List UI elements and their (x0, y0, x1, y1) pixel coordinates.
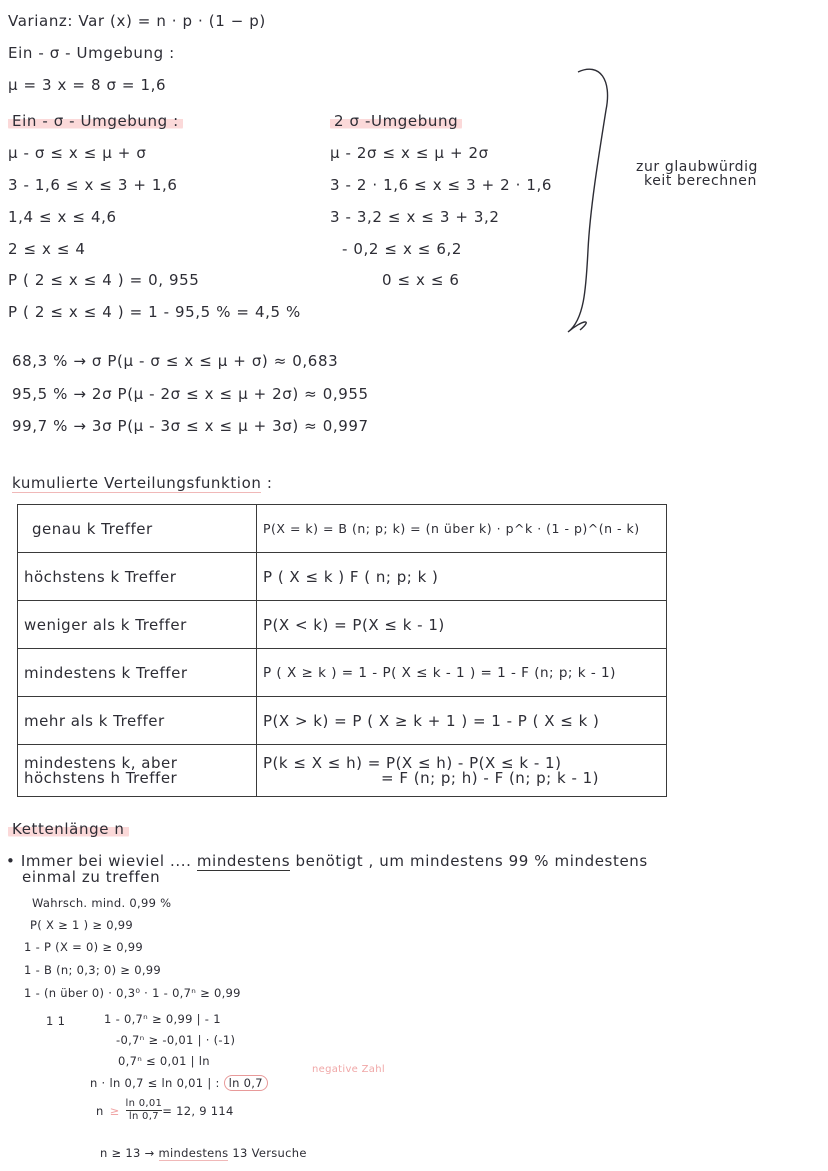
row-formula: P(k ≤ X ≤ h) = P(X ≤ h) - P(X ≤ k - 1) = F (n; p; h) - F (n; p; k - 1) (257, 745, 667, 797)
row-formula: P(X = k) = B (n; p; k) = (n über k) · p^k · (1 - p)^(n - k) (257, 505, 667, 553)
table-row (18, 601, 667, 649)
one-sigma-line-2: 3 - 1,6 ≤ x ≤ 3 + 1,6 (8, 176, 178, 194)
cdf-heading: kumulierte Verteilungsfunktion : (12, 474, 273, 492)
sigma-rule-2: 95,5 % → 2σ P(μ - 2σ ≤ x ≤ μ + 2σ) ≈ 0,955 (12, 385, 369, 403)
step-9: n · ln 0,7 ≤ ln 0,01 | : ln 0,7 (90, 1076, 268, 1090)
one-sigma-heading: Ein - σ - Umgebung : (8, 112, 183, 130)
row-formula: P(X > k) = P ( X ≥ k + 1 ) = 1 - P ( X ≤ k ) (257, 697, 667, 745)
row-label: mindestens k Treffer (18, 649, 257, 697)
two-sigma-line-3: 3 - 3,2 ≤ x ≤ 3 + 3,2 (330, 208, 500, 226)
step-10: n ≥ $\frac{\ln 0,01}{\ln 0,7}$ = 12, 9 114 (96, 1098, 234, 1122)
step-4: 1 - B (n; 0,3; 0) ≥ 0,99 (24, 963, 162, 977)
chain-bullet-line2: einmal zu treffen (22, 868, 161, 886)
given-values: μ = 3 x = 8 σ = 1,6 (8, 76, 167, 94)
table-row (18, 505, 667, 553)
sigma-neighborhood-heading: Ein - σ - Umgebung : (8, 44, 175, 62)
two-sigma-line-4: - 0,2 ≤ x ≤ 6,2 (342, 240, 462, 258)
step-7: -0,7ⁿ ≥ -0,01 | · (-1) (116, 1033, 236, 1047)
final-result: n ≥ 13 → mindestens 13 Versuche (100, 1146, 307, 1160)
one-sigma-probability: P ( 2 ≤ x ≤ 4 ) = 0, 955 (8, 271, 200, 289)
chain-bullet: • Immer bei wieviel .... mindestens benötigt , um mindestens 99 % mindestens (6, 852, 648, 870)
row-formula: P ( X ≤ k ) F ( n; p; k ) (257, 553, 667, 601)
step-2: P( X ≥ 1 ) ≥ 0,99 (30, 918, 134, 932)
row-label: mindestens k, aber höchstens h Treffer (18, 745, 257, 797)
negative-note: negative Zahl (312, 1064, 385, 1075)
table-row (18, 553, 667, 601)
row-label: mehr als k Treffer (18, 697, 257, 745)
two-sigma-heading: 2 σ -Umgebung (330, 112, 462, 130)
row-label: genau k Treffer (18, 505, 257, 553)
row-label: weniger als k Treffer (18, 601, 257, 649)
step-6: 1 - 0,7ⁿ ≥ 0,99 | - 1 (104, 1012, 221, 1026)
table-row (18, 697, 667, 745)
table-row (18, 649, 667, 697)
one-sigma-line-4: 2 ≤ x ≤ 4 (8, 240, 86, 258)
row-formula: P(X < k) = P(X ≤ k - 1) (257, 601, 667, 649)
row-label: höchstens k Treffer (18, 553, 257, 601)
sigma-rule-3: 99,7 % → 3σ P(μ - 3σ ≤ x ≤ μ + 3σ) ≈ 0,997 (12, 417, 369, 435)
one-sigma-line-1: μ - σ ≤ x ≤ μ + σ (8, 144, 147, 162)
one-sigma-line-3: 1,4 ≤ x ≤ 4,6 (8, 208, 117, 226)
chain-length-heading: Kettenlänge n (8, 820, 129, 838)
sigma-rule-1: 68,3 % → σ P(μ - σ ≤ x ≤ μ + σ) ≈ 0,683 (12, 352, 339, 370)
table-row (18, 745, 667, 797)
two-sigma-line-1: μ - 2σ ≤ x ≤ μ + 2σ (330, 144, 489, 162)
row-formula: P ( X ≥ k ) = 1 - P( X ≤ k - 1 ) = 1 - F (n; p; k - 1) (257, 649, 667, 697)
cdf-table (17, 504, 667, 797)
step-8: 0,7ⁿ ≤ 0,01 | ln (118, 1054, 210, 1068)
one-sigma-complement: P ( 2 ≤ x ≤ 4 ) = 1 - 95,5 % = 4,5 % (8, 303, 301, 321)
variance-formula: Varianz: Var (x) = n · p · (1 − p) (8, 12, 266, 30)
step-3: 1 - P (X = 0) ≥ 0,99 (24, 940, 144, 954)
side-note: zur glaubwürdig keit berechnen (636, 159, 759, 189)
step-1: Wahrsch. mind. 0,99 % (32, 896, 172, 910)
two-sigma-line-2: 3 - 2 · 1,6 ≤ x ≤ 3 + 2 · 1,6 (330, 176, 553, 194)
brace-values: 1 1 (46, 1014, 66, 1028)
two-sigma-line-5: 0 ≤ x ≤ 6 (382, 271, 460, 289)
step-5: 1 - (n über 0) · 0,3⁰ · 1 - 0,7ⁿ ≥ 0,99 (24, 986, 241, 1000)
